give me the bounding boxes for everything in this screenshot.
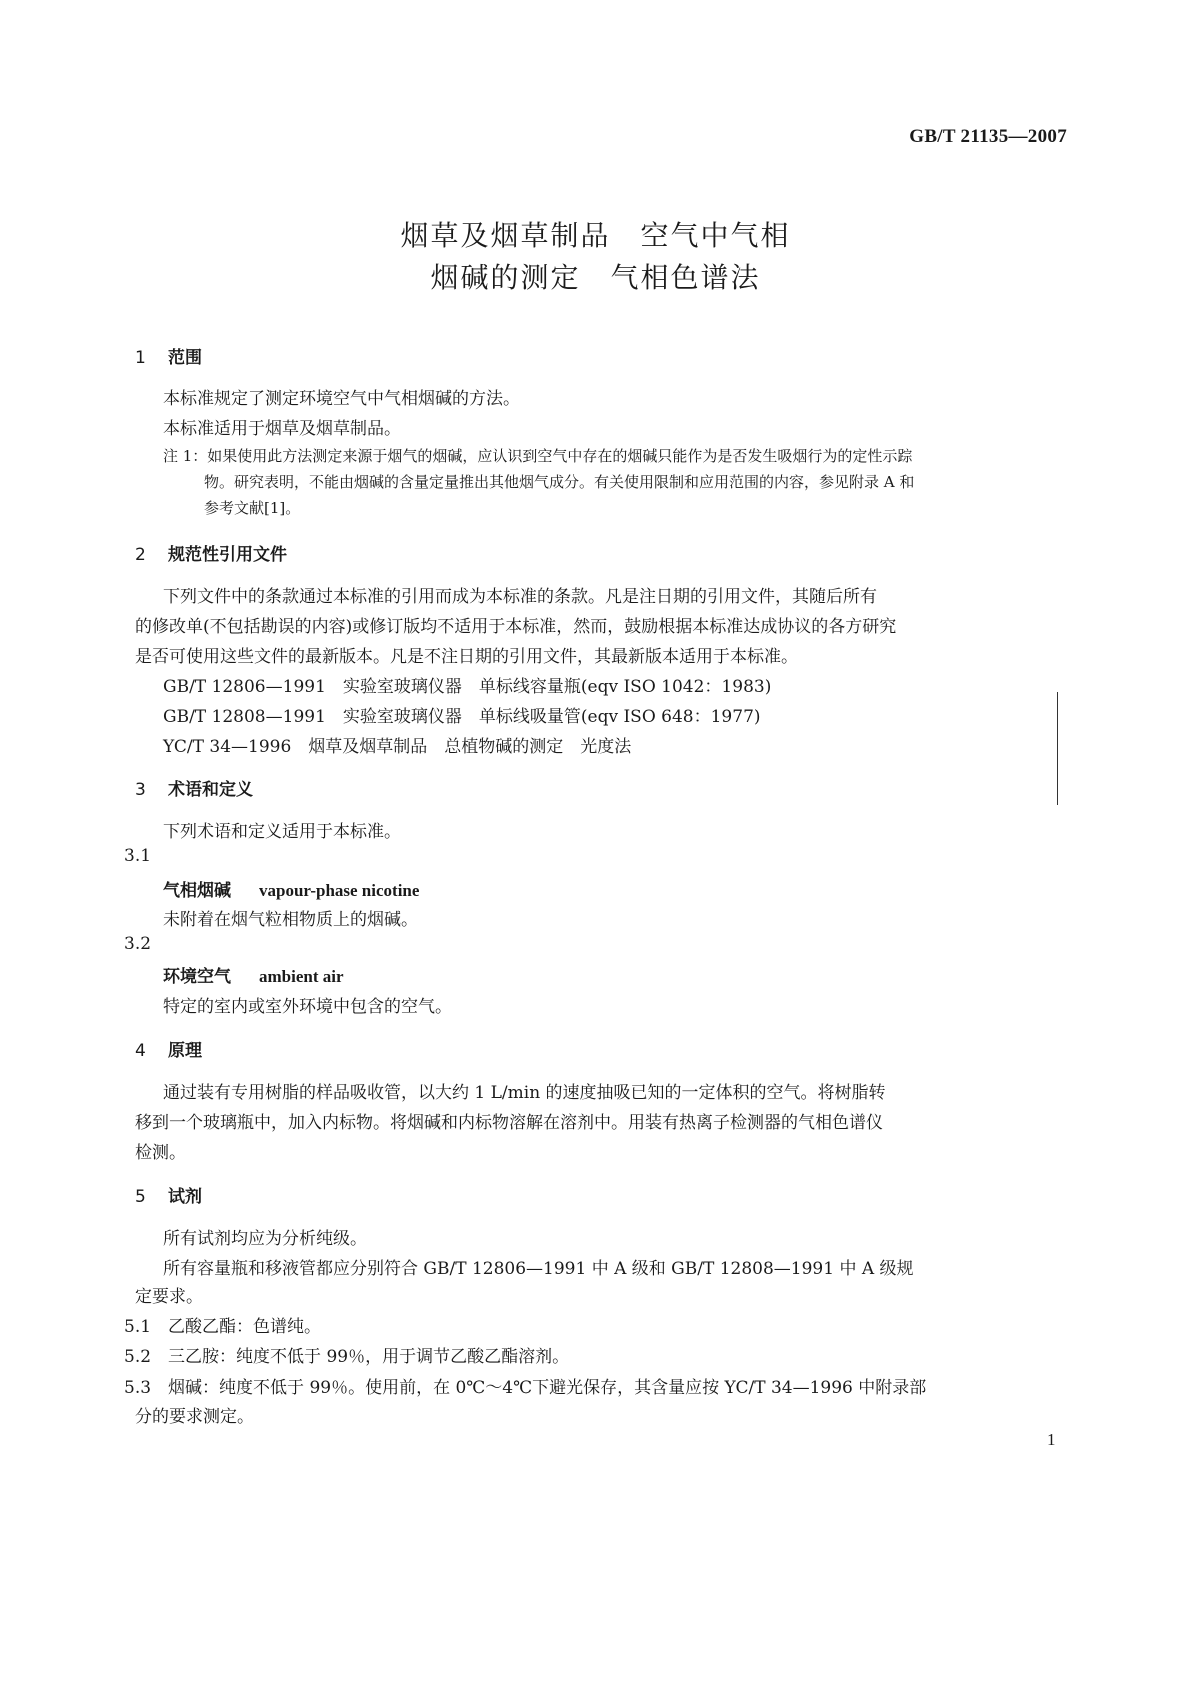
term-english: vapour-phase nicotine bbox=[259, 881, 420, 900]
term-chinese: 环境空气 bbox=[163, 967, 231, 987]
reference-item: GB/T 12808—1991 实验室玻璃仪器 单标线吸量管(eqv ISO 648：1977) bbox=[163, 707, 761, 727]
term-number: 3.1 bbox=[124, 846, 152, 866]
term-english: ambient air bbox=[259, 967, 344, 986]
paragraph-line: 定要求。 bbox=[135, 1287, 203, 1307]
section-3-heading bbox=[135, 775, 253, 800]
section-4-heading bbox=[135, 1036, 202, 1061]
note-line: 物。研究表明，不能由烟碱的含量定量推出其他烟气成分。有关使用限制和应用范围的内容，参见附录 A 和 bbox=[204, 473, 915, 491]
term-number: 3.2 bbox=[124, 934, 152, 954]
paragraph-line: 通过装有专用树脂的样品吸收管，以大约 1 L/min 的速度抽吸已知的一定体积的空气。将树脂转 bbox=[163, 1083, 886, 1103]
document-title-line-2: 烟碱的测定 气相色谱法 bbox=[430, 261, 761, 294]
document-title-line-1: 烟草及烟草制品 空气中气相 bbox=[400, 219, 791, 252]
page-number: 1 bbox=[1047, 1430, 1056, 1449]
paragraph-line: 所有容量瓶和移液管都应分别符合 GB/T 12806—1991 中 A 级和 GB/T 12808—1991 中 A 级规 bbox=[163, 1259, 914, 1279]
reagent-item-continuation: 分的要求测定。 bbox=[135, 1407, 254, 1427]
term-chinese: 气相烟碱 bbox=[163, 881, 231, 901]
reagent-item: 5.3 烟碱：纯度不低于 99％。使用前，在 0℃～4℃下避光保存，其含量应按 YC/T 34—1996 中附录部 bbox=[124, 1378, 927, 1398]
note-line: 注 1：如果使用此方法测定来源于烟气的烟碱，应认识到空气中存在的烟碱只能作为是否发生吸烟行为的定性示踪 bbox=[163, 447, 913, 465]
paragraph-line: 是否可使用这些文件的最新版本。凡是不注日期的引用文件，其最新版本适用于本标准。 bbox=[135, 647, 798, 667]
section-title: 试剂 bbox=[168, 1187, 202, 1207]
section-title: 术语和定义 bbox=[168, 780, 253, 800]
term-heading bbox=[163, 962, 344, 987]
section-number: 2 bbox=[135, 545, 146, 565]
reference-item: GB/T 12806—1991 实验室玻璃仪器 单标线容量瓶(eqv ISO 1042：1983) bbox=[163, 677, 772, 697]
paragraph: 下列术语和定义适用于本标准。 bbox=[163, 822, 401, 842]
paragraph-line: 检测。 bbox=[135, 1143, 186, 1163]
paragraph-line: 的修改单(不包括勘误的内容)或修订版均不适用于本标准，然而，鼓励根据本标准达成协议的各方研究 bbox=[135, 617, 897, 637]
section-5-heading bbox=[135, 1182, 202, 1207]
section-2-heading bbox=[135, 540, 287, 565]
term-definition: 未附着在烟气粒相物质上的烟碱。 bbox=[163, 910, 418, 930]
note-line: 参考文献[1]。 bbox=[204, 499, 301, 517]
section-number: 5 bbox=[135, 1187, 146, 1207]
section-title: 原理 bbox=[168, 1041, 202, 1061]
reagent-item: 5.2 三乙胺：纯度不低于 99％，用于调节乙酸乙酯溶剂。 bbox=[124, 1347, 570, 1367]
paragraph: 本标准适用于烟草及烟草制品。 bbox=[163, 419, 401, 439]
section-number: 4 bbox=[135, 1041, 146, 1061]
term-definition: 特定的室内或室外环境中包含的空气。 bbox=[163, 997, 452, 1017]
paragraph-line: 下列文件中的条款通过本标准的引用而成为本标准的条款。凡是注日期的引用文件，其随后所有 bbox=[163, 587, 877, 607]
paragraph: 所有试剂均应为分析纯级。 bbox=[163, 1229, 367, 1249]
section-number: 1 bbox=[135, 348, 146, 368]
section-title: 规范性引用文件 bbox=[168, 545, 287, 565]
paragraph: 本标准规定了测定环境空气中气相烟碱的方法。 bbox=[163, 389, 520, 409]
reference-item: YC/T 34—1996 烟草及烟草制品 总植物碱的测定 光度法 bbox=[163, 737, 632, 757]
section-1-heading bbox=[135, 343, 202, 368]
revision-bar bbox=[1057, 692, 1058, 805]
section-number: 3 bbox=[135, 780, 146, 800]
term-heading bbox=[163, 876, 419, 901]
paragraph-line: 移到一个玻璃瓶中，加入内标物。将烟碱和内标物溶解在溶剂中。用装有热离子检测器的气相色谱仪 bbox=[135, 1113, 883, 1133]
reagent-item: 5.1 乙酸乙酯：色谱纯。 bbox=[124, 1317, 322, 1337]
standard-number: GB/T 21135—2007 bbox=[909, 126, 1067, 147]
section-title: 范围 bbox=[168, 348, 202, 368]
